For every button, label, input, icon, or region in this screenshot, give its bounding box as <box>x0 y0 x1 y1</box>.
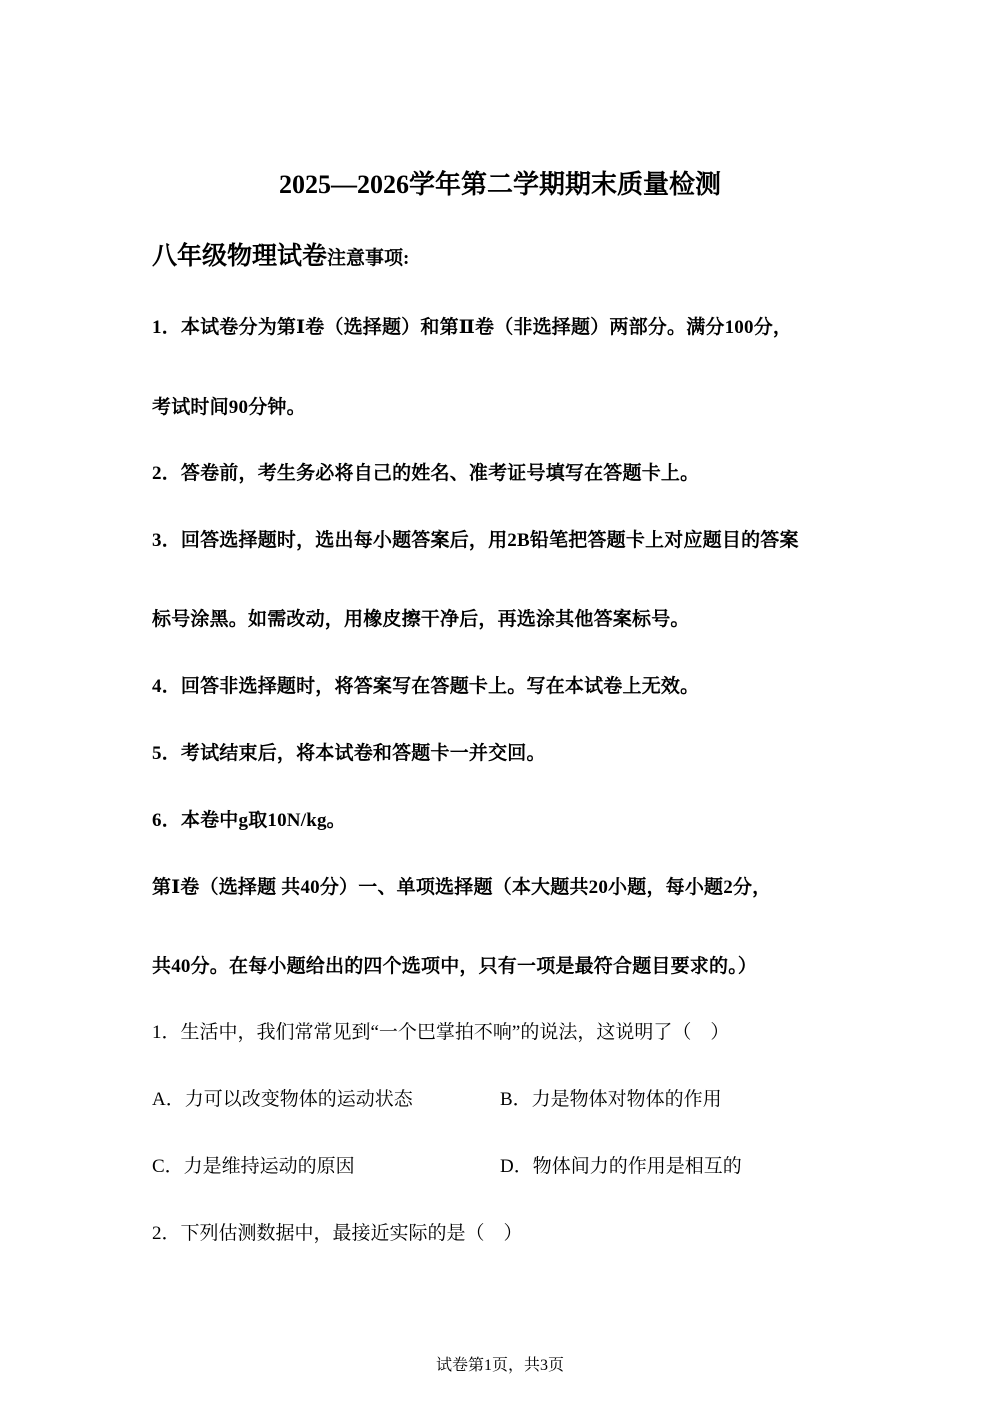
question-1-option-b: B．力是物体对物体的作用 <box>500 1089 722 1110</box>
subtitle-row <box>152 244 409 269</box>
exam-subtitle: 八年级物理试卷 <box>152 243 328 270</box>
notice-heading: 注意事项: <box>327 248 410 269</box>
notice-1-line-2: 考试时间90分钟。 <box>152 397 306 418</box>
notice-3-line-2: 标号涂黑。如需改动，用橡皮擦干净后，再选涂其他答案标号。 <box>152 609 690 630</box>
notice-3-line-1: 3．回答选择题时，选出每小题答案后，用2B铅笔把答题卡上对应题目的答案 <box>152 530 799 551</box>
notice-5: 5．考试结束后，将本试卷和答题卡一并交回。 <box>152 743 546 764</box>
question-1-option-d: D．物体间力的作用是相互的 <box>500 1156 742 1177</box>
question-2-stem: 2．下列估测数据中，最接近实际的是（ ） <box>152 1223 523 1244</box>
page-footer: 试卷第1页，共3页 <box>435 1357 564 1374</box>
section-heading-line-1: 第Ⅰ卷（选择题 共40分）一、单项选择题（本大题共20小题，每小题2分， <box>152 877 772 898</box>
section-heading-line-2: 共40分。在每小题给出的四个选项中，只有一项是最符合题目要求的。） <box>152 956 758 977</box>
page-title: 2025—2026学年第二学期期末质量检测 <box>278 170 721 199</box>
notice-2: 2．答卷前，考生务必将自己的姓名、准考证号填写在答题卡上。 <box>152 463 700 484</box>
question-1-option-a: A．力可以改变物体的运动状态 <box>152 1089 413 1110</box>
question-1-stem: 1．生活中，我们常常见到“一个巴掌拍不响”的说法，这说明了（ ） <box>152 1022 730 1043</box>
notice-4: 4．回答非选择题时，将答案写在答题卡上。写在本试卷上无效。 <box>152 676 700 697</box>
notice-1-line-1: 1．本试卷分为第Ⅰ卷（选择题）和第Ⅱ卷（非选择题）两部分。满分100分， <box>152 317 793 338</box>
notice-6: 6．本卷中g取10N/kg。 <box>152 810 346 831</box>
question-1-option-c: C．力是维持运动的原因 <box>152 1156 355 1177</box>
